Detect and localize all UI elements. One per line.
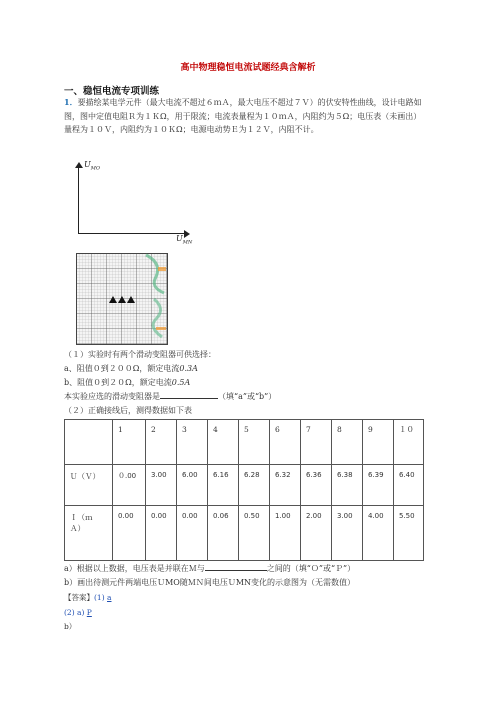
document-title: 高中物理稳恒电流试题经典含解析 [180,63,316,73]
table-header-cell: 3 [177,420,208,465]
option-a: a、阻值０到２００Ω，额定电流0.3A [64,364,198,373]
data-table-wrapper [64,419,424,561]
table-cell: 6.38 [332,465,363,506]
table-header-cell: 6 [270,420,301,465]
answer-blank-2[interactable] [205,570,267,571]
table-cell: 6.40 [394,465,424,506]
table-cell: 0.00 [113,506,146,561]
subquestion-2-label: （２）正确接线后，测得数据如下表 [64,406,192,415]
x-axis [78,233,186,234]
table-cell: 6.16 [208,465,239,506]
y-axis [78,166,79,234]
option-b: b、阻值０到２０Ω，额定电流0.5A [64,378,191,387]
data-table [64,419,424,561]
table-header-cell: 5 [239,420,270,465]
grid-paper-image [76,253,168,345]
table-row-current [65,506,424,561]
subquestion-2b: b）画出待测元件两端电压ＵMO随ＭＮ间电压ＵMN变化的示意图为（无需数值） [64,578,356,587]
table-cell: 6.00 [177,465,208,506]
row-label-voltage: Ｕ（Ｖ） [65,465,113,506]
answer-2-value: P [86,608,92,617]
y-axis-label: $U_{MO}$ [84,160,100,172]
answer-label: 【答案】 [64,593,94,602]
x-axis-label: $U_{MN}$ [176,234,193,246]
table-cell: 6.32 [270,465,301,506]
y-axis-arrow-icon [75,162,83,168]
table-header-cell: 9 [363,420,394,465]
option-b-current: 0.5A [171,378,191,387]
table-cell: 0.00 [146,506,177,561]
answer-line-3: b） [64,622,77,631]
row-label-current: Ｉ（ｍ Ａ） [65,506,113,561]
subquestion-1-label: （１）实验时有两个滑动变阻器可供选择： [64,350,216,359]
answer-block: 【答案】(1) a [64,593,112,602]
table-cell: 3.00 [146,465,177,506]
table-cell: 0.50 [239,506,270,561]
table-cell: 5.50 [394,506,424,561]
question-1-text [64,96,424,137]
table-cell: 0.06 [208,506,239,561]
answer-line-2: (2) a) P [64,608,92,617]
table-header-cell: 7 [301,420,332,465]
table-cell: 0.00 [177,506,208,561]
table-cell: ０.00 [113,465,146,506]
table-header-cell: 4 [208,420,239,465]
table-header-cell: 1 [113,420,146,465]
table-header-cell: 2 [146,420,177,465]
question-number: 1． [64,97,78,107]
table-header-cell: １０ [394,420,424,465]
choose-rheostat: 本实验应选的滑动变阻器是 （填“a”或“b”） [64,392,277,401]
option-a-current: 0.3A [179,364,198,373]
subquestion-2a: a）根据以上数据，电压表是并联在Ｍ与 之间的（填“Ｏ”或“Ｐ”） [64,564,356,573]
table-cell: 2.00 [301,506,332,561]
voltage-graph [70,160,210,246]
table-cell: 4.00 [363,506,394,561]
question-1-body: 要描绘某电学元件（最大电流不超过６ｍＡ，最大电压不超过７Ｖ）的伏安特性曲线，设计电路如图，图中定值电阻Ｒ为１ＫΩ，用于限流；电流表量程为１０ｍＡ，内阻约为５Ω；电压表（未画出）量程为１０Ｖ，内阻约为１０ＫΩ；电源电动势Ｅ为１２Ｖ，内阻不计。 [64,98,422,134]
table-header-cell: 8 [332,420,363,465]
table-cell: 3.00 [332,506,363,561]
table-cell: 6.39 [363,465,394,506]
table-header-cell [65,420,113,465]
answer-1-value: a [107,593,112,602]
table-row-voltage [65,465,424,506]
table-cell: 6.28 [239,465,270,506]
table-cell: 6.36 [301,465,332,506]
answer-blank-1[interactable] [160,398,218,399]
table-cell: 1.00 [270,506,301,561]
table-header-row [65,420,424,465]
section-heading: 一、稳恒电流专项训练 [64,86,160,97]
